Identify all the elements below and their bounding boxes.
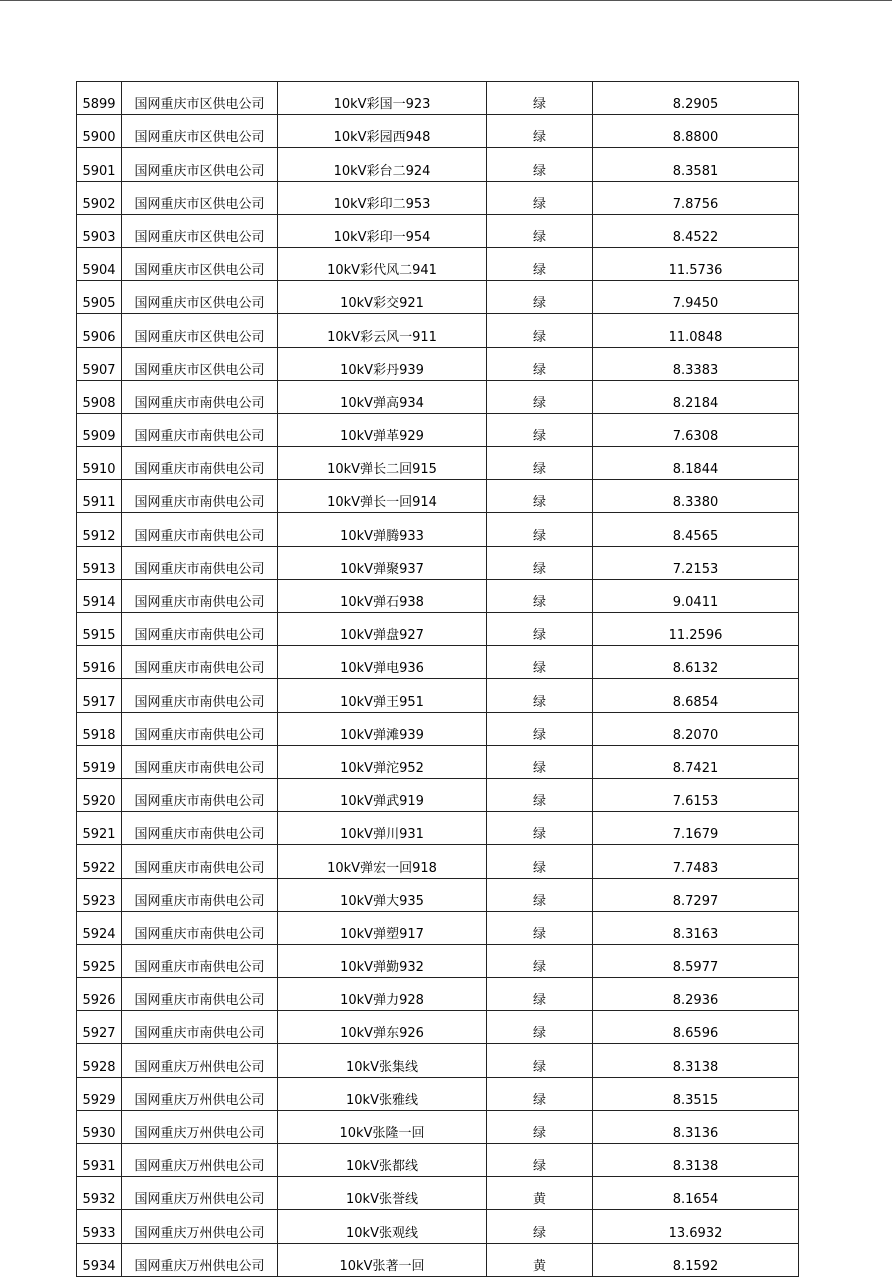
cell-serial-number: 5925 <box>77 944 122 977</box>
cell-serial-number: 5929 <box>77 1077 122 1110</box>
cell-status-color: 绿 <box>487 613 593 646</box>
cell-line-name: 10kV弹长二回915 <box>278 447 487 480</box>
cell-serial-number: 5904 <box>77 247 122 280</box>
table-row <box>77 778 799 811</box>
cell-company: 国网重庆万州供电公司 <box>122 1177 278 1210</box>
table-row <box>77 978 799 1011</box>
cell-value: 8.2070 <box>593 712 799 745</box>
cell-value: 8.1844 <box>593 447 799 480</box>
cell-value: 8.2905 <box>593 82 799 115</box>
cell-value: 8.7421 <box>593 745 799 778</box>
cell-value: 8.1592 <box>593 1243 799 1276</box>
cell-line-name: 10kV弹电936 <box>278 646 487 679</box>
cell-value: 7.7483 <box>593 845 799 878</box>
cell-company: 国网重庆市南供电公司 <box>122 778 278 811</box>
cell-serial-number: 5903 <box>77 214 122 247</box>
cell-company: 国网重庆市南供电公司 <box>122 480 278 513</box>
cell-line-name: 10kV弹勤932 <box>278 944 487 977</box>
cell-value: 8.4522 <box>593 214 799 247</box>
cell-line-name: 10kV彩园西948 <box>278 115 487 148</box>
cell-status-color: 绿 <box>487 513 593 546</box>
cell-company: 国网重庆市南供电公司 <box>122 1011 278 1044</box>
cell-line-name: 10kV张著一回 <box>278 1243 487 1276</box>
table-row <box>77 1144 799 1177</box>
cell-company: 国网重庆市南供电公司 <box>122 712 278 745</box>
cell-line-name: 10kV弹力928 <box>278 978 487 1011</box>
cell-serial-number: 5921 <box>77 812 122 845</box>
cell-value: 8.2184 <box>593 380 799 413</box>
cell-line-name: 10kV张誉线 <box>278 1177 487 1210</box>
table-row <box>77 579 799 612</box>
cell-value: 7.8756 <box>593 181 799 214</box>
cell-status-color: 绿 <box>487 911 593 944</box>
table-row <box>77 1077 799 1110</box>
cell-company: 国网重庆市南供电公司 <box>122 679 278 712</box>
table-body <box>77 82 799 1277</box>
cell-serial-number: 5908 <box>77 380 122 413</box>
cell-value: 8.6596 <box>593 1011 799 1044</box>
cell-line-name: 10kV彩印二953 <box>278 181 487 214</box>
cell-serial-number: 5932 <box>77 1177 122 1210</box>
cell-company: 国网重庆市区供电公司 <box>122 181 278 214</box>
cell-status-color: 绿 <box>487 679 593 712</box>
cell-line-name: 10kV彩丹939 <box>278 347 487 380</box>
cell-serial-number: 5918 <box>77 712 122 745</box>
cell-line-name: 10kV彩云风一911 <box>278 314 487 347</box>
cell-status-color: 绿 <box>487 1144 593 1177</box>
cell-serial-number: 5919 <box>77 745 122 778</box>
table-row <box>77 944 799 977</box>
table-row <box>77 911 799 944</box>
cell-value: 9.0411 <box>593 579 799 612</box>
cell-value: 8.3138 <box>593 1144 799 1177</box>
cell-line-name: 10kV弹川931 <box>278 812 487 845</box>
cell-status-color: 绿 <box>487 812 593 845</box>
cell-serial-number: 5931 <box>77 1144 122 1177</box>
cell-company: 国网重庆市南供电公司 <box>122 745 278 778</box>
cell-line-name: 10kV弹东926 <box>278 1011 487 1044</box>
table-row <box>77 82 799 115</box>
cell-value: 8.1654 <box>593 1177 799 1210</box>
cell-serial-number: 5927 <box>77 1011 122 1044</box>
cell-serial-number: 5914 <box>77 579 122 612</box>
cell-company: 国网重庆万州供电公司 <box>122 1077 278 1110</box>
cell-status-color: 黄 <box>487 1177 593 1210</box>
cell-value: 8.4565 <box>593 513 799 546</box>
cell-status-color: 绿 <box>487 712 593 745</box>
cell-line-name: 10kV弹聚937 <box>278 546 487 579</box>
cell-status-color: 绿 <box>487 380 593 413</box>
cell-serial-number: 5916 <box>77 646 122 679</box>
cell-value: 7.2153 <box>593 546 799 579</box>
table-row <box>77 347 799 380</box>
table-row <box>77 480 799 513</box>
cell-line-name: 10kV张集线 <box>278 1044 487 1077</box>
cell-status-color: 绿 <box>487 1044 593 1077</box>
cell-line-name: 10kV弹石938 <box>278 579 487 612</box>
cell-company: 国网重庆市南供电公司 <box>122 380 278 413</box>
cell-line-name: 10kV弹大935 <box>278 878 487 911</box>
cell-serial-number: 5900 <box>77 115 122 148</box>
table-row <box>77 281 799 314</box>
cell-company: 国网重庆市南供电公司 <box>122 878 278 911</box>
cell-value: 8.3138 <box>593 1044 799 1077</box>
cell-serial-number: 5922 <box>77 845 122 878</box>
cell-value: 8.8800 <box>593 115 799 148</box>
table-row <box>77 1210 799 1243</box>
cell-status-color: 绿 <box>487 413 593 446</box>
cell-line-name: 10kV弹滩939 <box>278 712 487 745</box>
cell-value: 8.6132 <box>593 646 799 679</box>
cell-status-color: 绿 <box>487 82 593 115</box>
table-row <box>77 712 799 745</box>
cell-value: 8.7297 <box>593 878 799 911</box>
cell-line-name: 10kV弹塑917 <box>278 911 487 944</box>
cell-value: 7.1679 <box>593 812 799 845</box>
cell-serial-number: 5913 <box>77 546 122 579</box>
cell-company: 国网重庆市区供电公司 <box>122 148 278 181</box>
cell-company: 国网重庆市区供电公司 <box>122 314 278 347</box>
table-row <box>77 745 799 778</box>
table-row <box>77 181 799 214</box>
cell-status-color: 绿 <box>487 978 593 1011</box>
cell-serial-number: 5915 <box>77 613 122 646</box>
cell-value: 11.2596 <box>593 613 799 646</box>
table-row <box>77 878 799 911</box>
cell-status-color: 绿 <box>487 314 593 347</box>
cell-company: 国网重庆市南供电公司 <box>122 413 278 446</box>
cell-serial-number: 5906 <box>77 314 122 347</box>
cell-company: 国网重庆市区供电公司 <box>122 247 278 280</box>
cell-line-name: 10kV彩交921 <box>278 281 487 314</box>
cell-company: 国网重庆市南供电公司 <box>122 579 278 612</box>
page-top-border <box>0 0 892 1</box>
cell-status-color: 绿 <box>487 1011 593 1044</box>
cell-status-color: 绿 <box>487 745 593 778</box>
table-row <box>77 646 799 679</box>
cell-line-name: 10kV张都线 <box>278 1144 487 1177</box>
cell-serial-number: 5901 <box>77 148 122 181</box>
cell-serial-number: 5902 <box>77 181 122 214</box>
cell-status-color: 绿 <box>487 115 593 148</box>
table-row <box>77 1177 799 1210</box>
cell-value: 8.2936 <box>593 978 799 1011</box>
cell-serial-number: 5928 <box>77 1044 122 1077</box>
table-row <box>77 380 799 413</box>
cell-line-name: 10kV张观线 <box>278 1210 487 1243</box>
cell-value: 8.3515 <box>593 1077 799 1110</box>
cell-value: 7.9450 <box>593 281 799 314</box>
cell-serial-number: 5923 <box>77 878 122 911</box>
cell-line-name: 10kV弹王951 <box>278 679 487 712</box>
cell-company: 国网重庆市区供电公司 <box>122 115 278 148</box>
cell-serial-number: 5907 <box>77 347 122 380</box>
table-row <box>77 1110 799 1143</box>
cell-company: 国网重庆万州供电公司 <box>122 1210 278 1243</box>
cell-company: 国网重庆万州供电公司 <box>122 1044 278 1077</box>
cell-company: 国网重庆市南供电公司 <box>122 513 278 546</box>
table-row <box>77 214 799 247</box>
cell-company: 国网重庆万州供电公司 <box>122 1144 278 1177</box>
cell-value: 8.5977 <box>593 944 799 977</box>
cell-serial-number: 5924 <box>77 911 122 944</box>
table-row <box>77 845 799 878</box>
cell-status-color: 绿 <box>487 347 593 380</box>
cell-value: 11.5736 <box>593 247 799 280</box>
table-row <box>77 513 799 546</box>
cell-value: 8.3380 <box>593 480 799 513</box>
cell-line-name: 10kV彩国一923 <box>278 82 487 115</box>
table-row <box>77 613 799 646</box>
cell-status-color: 绿 <box>487 646 593 679</box>
cell-line-name: 10kV弹宏一回918 <box>278 845 487 878</box>
cell-status-color: 绿 <box>487 214 593 247</box>
cell-company: 国网重庆市区供电公司 <box>122 347 278 380</box>
cell-serial-number: 5926 <box>77 978 122 1011</box>
cell-line-name: 10kV弹腾933 <box>278 513 487 546</box>
cell-line-name: 10kV弹高934 <box>278 380 487 413</box>
cell-status-color: 绿 <box>487 447 593 480</box>
cell-line-name: 10kV彩印一954 <box>278 214 487 247</box>
cell-serial-number: 5933 <box>77 1210 122 1243</box>
table-row <box>77 1044 799 1077</box>
cell-company: 国网重庆市南供电公司 <box>122 447 278 480</box>
cell-company: 国网重庆万州供电公司 <box>122 1110 278 1143</box>
cell-company: 国网重庆市区供电公司 <box>122 214 278 247</box>
table-row <box>77 247 799 280</box>
cell-status-color: 绿 <box>487 1077 593 1110</box>
cell-line-name: 10kV弹盘927 <box>278 613 487 646</box>
cell-serial-number: 5912 <box>77 513 122 546</box>
document-page <box>76 81 798 1277</box>
cell-value: 8.3581 <box>593 148 799 181</box>
table-row <box>77 1243 799 1276</box>
data-table <box>76 81 799 1277</box>
cell-line-name: 10kV张隆一回 <box>278 1110 487 1143</box>
cell-serial-number: 5911 <box>77 480 122 513</box>
cell-status-color: 绿 <box>487 579 593 612</box>
cell-line-name: 10kV弹武919 <box>278 778 487 811</box>
table-row <box>77 148 799 181</box>
cell-serial-number: 5909 <box>77 413 122 446</box>
cell-line-name: 10kV彩台二924 <box>278 148 487 181</box>
cell-status-color: 绿 <box>487 1110 593 1143</box>
cell-company: 国网重庆市南供电公司 <box>122 978 278 1011</box>
cell-status-color: 绿 <box>487 148 593 181</box>
cell-company: 国网重庆市区供电公司 <box>122 281 278 314</box>
cell-company: 国网重庆市区供电公司 <box>122 82 278 115</box>
cell-company: 国网重庆市南供电公司 <box>122 845 278 878</box>
cell-status-color: 绿 <box>487 878 593 911</box>
table-row <box>77 314 799 347</box>
table-row <box>77 1011 799 1044</box>
cell-serial-number: 5905 <box>77 281 122 314</box>
cell-value: 8.3383 <box>593 347 799 380</box>
cell-status-color: 绿 <box>487 944 593 977</box>
cell-value: 13.6932 <box>593 1210 799 1243</box>
cell-value: 8.6854 <box>593 679 799 712</box>
cell-serial-number: 5920 <box>77 778 122 811</box>
cell-status-color: 绿 <box>487 247 593 280</box>
table-row <box>77 413 799 446</box>
cell-company: 国网重庆市南供电公司 <box>122 911 278 944</box>
cell-status-color: 绿 <box>487 546 593 579</box>
cell-company: 国网重庆市南供电公司 <box>122 812 278 845</box>
cell-value: 7.6153 <box>593 778 799 811</box>
cell-serial-number: 5934 <box>77 1243 122 1276</box>
cell-line-name: 10kV弹革929 <box>278 413 487 446</box>
cell-status-color: 绿 <box>487 845 593 878</box>
cell-company: 国网重庆市南供电公司 <box>122 546 278 579</box>
cell-line-name: 10kV彩代风二941 <box>278 247 487 280</box>
cell-serial-number: 5910 <box>77 447 122 480</box>
cell-company: 国网重庆万州供电公司 <box>122 1243 278 1276</box>
table-row <box>77 679 799 712</box>
cell-value: 8.3163 <box>593 911 799 944</box>
cell-status-color: 绿 <box>487 281 593 314</box>
cell-value: 11.0848 <box>593 314 799 347</box>
cell-serial-number: 5930 <box>77 1110 122 1143</box>
table-row <box>77 447 799 480</box>
cell-status-color: 绿 <box>487 1210 593 1243</box>
cell-status-color: 绿 <box>487 480 593 513</box>
cell-line-name: 10kV弹沱952 <box>278 745 487 778</box>
cell-serial-number: 5899 <box>77 82 122 115</box>
cell-line-name: 10kV张雅线 <box>278 1077 487 1110</box>
cell-line-name: 10kV弹长一回914 <box>278 480 487 513</box>
table-row <box>77 546 799 579</box>
cell-status-color: 绿 <box>487 181 593 214</box>
cell-status-color: 黄 <box>487 1243 593 1276</box>
cell-company: 国网重庆市南供电公司 <box>122 646 278 679</box>
cell-company: 国网重庆市南供电公司 <box>122 613 278 646</box>
cell-value: 8.3136 <box>593 1110 799 1143</box>
cell-value: 7.6308 <box>593 413 799 446</box>
cell-status-color: 绿 <box>487 778 593 811</box>
cell-serial-number: 5917 <box>77 679 122 712</box>
table-row <box>77 115 799 148</box>
table-row <box>77 812 799 845</box>
cell-company: 国网重庆市南供电公司 <box>122 944 278 977</box>
